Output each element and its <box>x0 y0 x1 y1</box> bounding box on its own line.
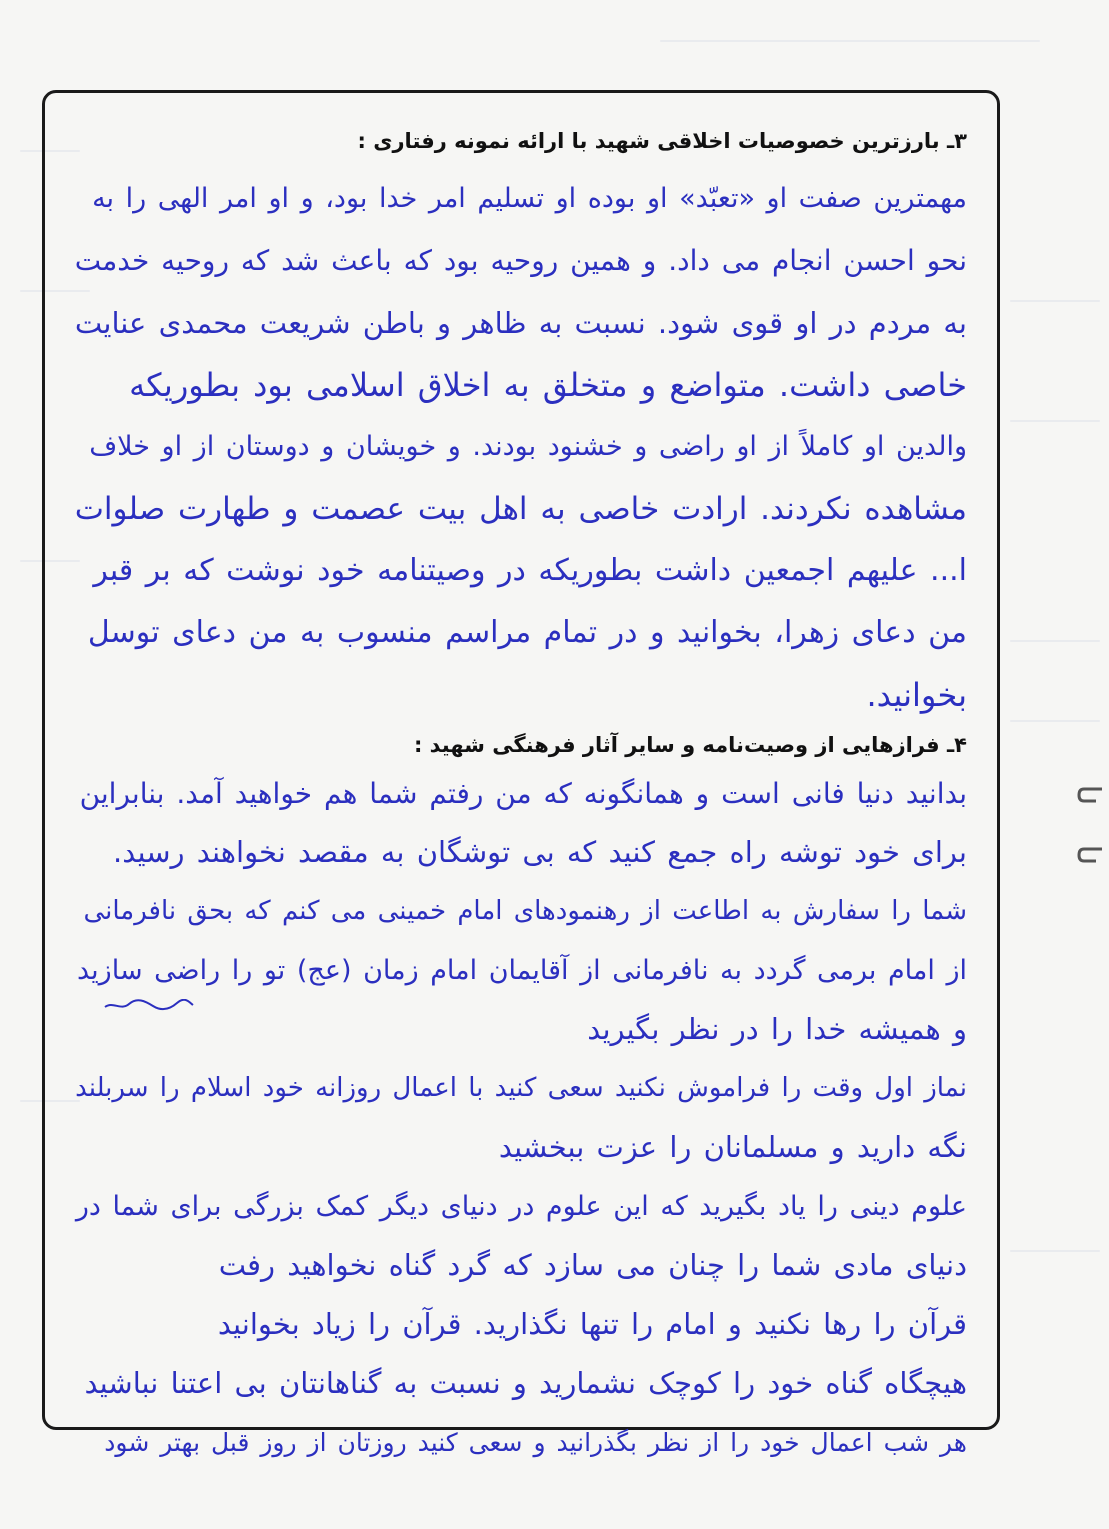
text-line: علوم دینی را یاد بگیرید که این علوم در دنیای دیگر کمک بزرگی برای شما در <box>75 1191 967 1223</box>
text-line: شما را سفارش به اطاعت از رهنمودهای امام خمینی می کنم که بحق نافرمانی <box>83 896 967 927</box>
section-testament <box>75 733 967 1472</box>
text-line: از امام برمی گردد به نافرمانی از آقایمان امام زمان (عج) تو را راضی سازید <box>77 955 967 987</box>
text-line: هر شب اعمال خود را از نظر بگذرانید و سعی کنید روزتان از روز قبل بهتر شود <box>104 1428 967 1458</box>
text-line: مهمترین صفت او «تعبّد» او بوده او تسلیم امر خدا بود، و او امر الهی را به <box>92 183 967 215</box>
text-line: مشاهده نکردند. ارادت خاصی به اهل بیت عصمت و طهارت صلوات <box>74 491 967 528</box>
text-line: من دعای زهرا، بخوانید و در تمام مراسم منسوب به من دعای توسل <box>87 615 967 651</box>
text-line: ا... علیهم اجمعین داشت بطوریکه در وصیتنامه خود نوشت که بر قبر <box>93 553 967 589</box>
staple-icon <box>1076 785 1104 807</box>
text-line: والدین او کاملاً از او راضی و خشنود بودند. و خویشان و دوستان از او خلاف <box>89 431 967 463</box>
staple-icon <box>1076 845 1104 867</box>
text-line: و همیشه خدا را در نظر بگیرید <box>587 1012 967 1047</box>
text-line: بخوانید. <box>866 676 967 715</box>
text-line: بدانید دنیا فانی است و همانگونه که من رفتم شما هم خواهید آمد. بنابراین <box>79 777 967 811</box>
text-line: هیچگاه گناه خود را کوچک نشمارید و نسبت به گناهانتان بی اعتنا نباشید <box>84 1366 967 1401</box>
section-ethics <box>75 129 967 726</box>
text-line: دنیای مادی شما را چنان می سازد که گرد گناه نخواهید رفت <box>218 1248 967 1283</box>
text-line: نماز اول وقت را فراموش نکنید سعی کنید با اعمال روزانه خود اسلام را سربلند <box>75 1073 967 1104</box>
page-border <box>42 90 1000 1458</box>
text-line: قرآن را رها نکنید و امام را تنها نگذارید. قرآن را زیاد بخوانید <box>217 1307 967 1342</box>
text-line: نحو احسن انجام می داد. و همین روحیه بود که باعث شد که روحیه خدمت <box>74 244 967 278</box>
text-line: نگه دارید و مسلمانان را عزت ببخشید <box>498 1130 967 1165</box>
handwritten-text <box>75 764 967 1472</box>
text-line: به مردم در او قوی شود. نسبت به ظاهر و باطن شریعت محمدی عنایت <box>74 306 967 341</box>
section-heading: ۴ـ فرازهایی از وصیت‌نامه و سایر آثار فرهنگی شهید : <box>413 733 967 757</box>
section-heading: ۳ـ بارزترین خصوصیات اخلاقی شهید با ارائه نمونه رفتاری : <box>357 129 967 153</box>
ink-scribble-icon <box>103 999 195 1011</box>
text-line: برای خود توشه راه جمع کنید که بی توشگان به مقصد نخواهند رسید. <box>113 835 967 870</box>
handwritten-text <box>75 168 967 726</box>
text-line: خاصی داشت. متواضع و متخلق به اخلاق اسلامی بود بطوریکه <box>129 366 967 405</box>
